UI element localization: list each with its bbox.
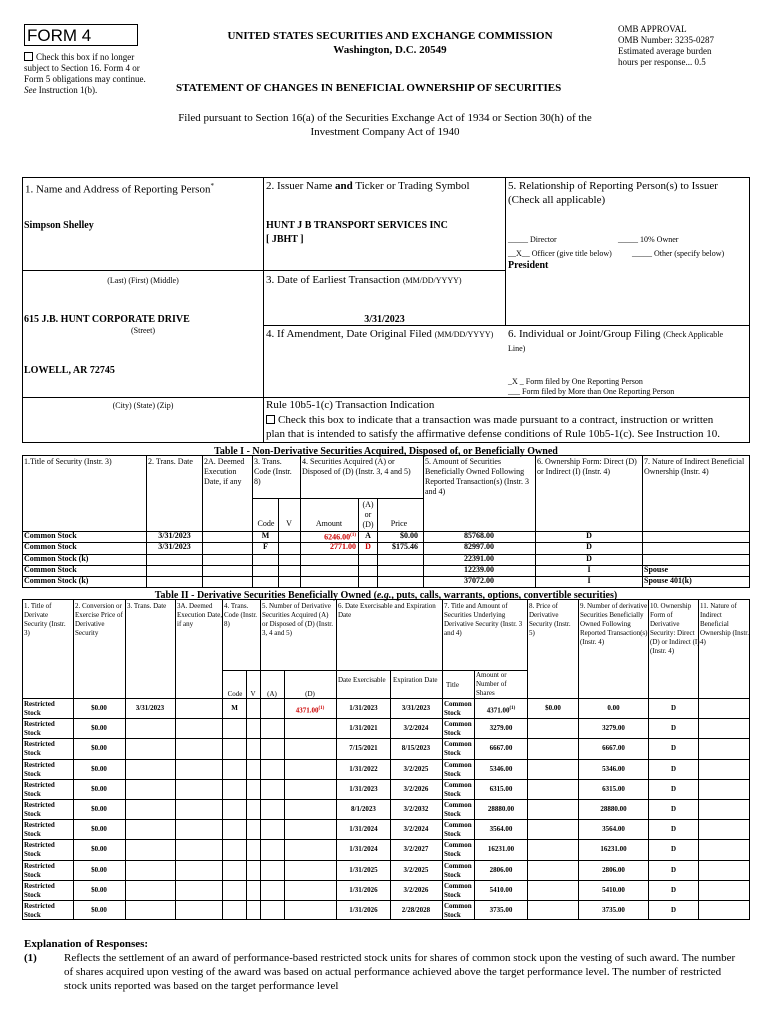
name-caption: (Last) (First) (Middle) [107,276,179,285]
t2-row-conversion: $0.00 [91,825,107,833]
t2-row-form: D [670,886,677,894]
t1-row-title: Common Stock (k) [24,576,89,585]
footnote-text: Reflects the settlement of an award of performance-based restricted stock units for shares of common stock upon the vesting of such award. The number of shares acquired upon vesting of the award was based on actual performance achieved above the target performance level. The number of restricted stock units reported was based on the target performance level [64,952,736,992]
t2-row-amount: 5346.00 [489,765,513,773]
t2-row-security: Restricted Stock [24,862,55,879]
t2-sub-amount: Amount or Number of Shares [476,671,507,697]
t2-row-security: Restricted Stock [24,801,55,818]
filed-pursuant-line1: Filed pursuant to Section 16(a) of the Securities Exchange Act of 1934 or Section 30(h) of the [178,112,592,124]
t2-row-exercisable: 1/31/2026 [349,906,378,914]
t2-row-price: $0.00 [545,704,561,712]
filed-by-more: ___ Form filed by More than One Reporting Person [508,387,675,396]
t1-row-title: Common Stock [24,542,77,551]
t1-h-deemed: 2A. Deemed Execution Date, if any [204,457,245,486]
t2-row-owned: 16231.00 [600,845,627,853]
t2-row-form: D [670,866,677,874]
t2-row-amount: 3564.00 [489,825,513,833]
director-option: _____ Director [508,235,557,244]
t2-row-form: D [670,845,677,853]
t2-row-conversion: $0.00 [91,724,107,732]
t2-row-form: D [670,805,677,813]
t2-row-title: Common Stock [444,902,472,919]
filed-by-one: _X _ Form filed by One Reporting Person [508,377,643,386]
t2-row-conversion: $0.00 [91,866,107,874]
row-divider [22,779,750,780]
t2-sub-d: (D) [305,690,315,698]
city-state-zip: LOWELL, AR 72745 [24,365,115,376]
t1-row-form: D [586,542,592,551]
row-divider [22,819,750,820]
t1-h-acquired: 4. Securities Acquired (A) or Disposed of (D) (Instr. 3, 4 and 5) [302,457,411,476]
t2-row-amount: 2806.00 [489,866,513,874]
omb-approval [618,24,758,68]
box6-label: 6. Individual or Joint/Group Filing (Check Applicable Line) [508,328,723,353]
t1-sub-v: V [286,519,292,528]
t2-row-title: Common Stock [444,821,472,838]
t2-row-security: Restricted Stock [24,902,55,919]
t2-row-expiration: 3/31/2023 [401,704,431,712]
t2-row-amount: 3279.00 [489,724,513,732]
other-option: _____ Other (specify below) [632,249,725,258]
t2-row-form: D [670,765,677,773]
t2-row-conversion: $0.00 [91,765,107,773]
street-address: 615 J.B. HUNT CORPORATE DRIVE [24,314,190,325]
t2-row-security: Restricted Stock [24,781,55,798]
row-divider [22,698,750,699]
section16-checkbox[interactable] [24,52,33,61]
instruction-ref: Instruction 1(b). [38,85,98,95]
t1-row-nature: Spouse [644,565,669,574]
t2-row-security: Restricted Stock [24,821,55,838]
explanation-heading: Explanation of Responses: [24,938,149,950]
t1-row-price: $0.00 [400,531,418,540]
t2-h-exercisable: 6. Date Exercisable and Expiration Date [338,602,436,619]
section16-checkbox-note [24,52,156,96]
t1-h-owned: 5. Amount of Securities Beneficially Owned Following Reported Transaction(s) (Instr. 3 and 4) [425,457,529,496]
t2-row-security: Restricted Stock [24,761,55,778]
issuer-name: HUNT J B TRANSPORT SERVICES INC [266,220,448,231]
omb-title: OMB APPROVAL [618,24,687,34]
t2-row-amount: 3735.00 [489,906,513,914]
t2-h-underlying: 7. Title and Amount of Securities Underlying Derivative Security (Instr. 3 and 4) [444,602,523,637]
t1-row-price: $175.46 [392,542,418,551]
agency-name: UNITED STATES SECURITIES AND EXCHANGE COMMISSION [227,30,553,42]
t2-h-deemed: 3A. Deemed Execution Date, if any [177,602,223,628]
t2-row-amount: 6667.00 [489,744,513,752]
t2-row-amount: 28880.00 [487,805,515,813]
t1-row-amount: 2771.00 [330,542,356,551]
box4-label: 4. If Amendment, Date Original Filed (MM/DD/YYYY) [266,328,494,340]
city-caption: (City) (State) (Zip) [112,401,174,410]
t1-row-owned: 22391.00 [464,554,494,563]
form-title: FORM 4 [27,26,92,45]
t1-row-title: Common Stock (k) [24,554,89,563]
row-divider [22,839,750,840]
omb-number: OMB Number: 3235-0287 [618,35,714,45]
t2-h-owned: 9. Number of derivative Securities Beneficially Owned Following Reported Transaction(s) (Instr. 4) [580,602,648,646]
t2-row-owned: 5346.00 [602,765,625,773]
t1-h-title: 1.Title of Security (Instr. 3) [24,457,112,466]
t1-row-title: Common Stock [24,531,77,540]
t1-row-owned: 12239.00 [464,565,494,574]
row-divider [22,738,750,739]
t2-row-title: Common Stock [444,781,472,798]
t2-row-expiration: 3/2/2025 [403,866,429,874]
t2-row-owned: 3564.00 [602,825,625,833]
t2-row-form: D [670,744,677,752]
t2-row-conversion: $0.00 [91,906,107,914]
ten-pct-owner-option: _____ 10% Owner [618,235,679,244]
t2-h-number: 5. Number of Derivative Securities Acquired (A) or Disposed of (D) (Instr. 3, 4 and 5) [262,602,333,637]
row-divider [22,880,750,881]
t2-row-title: Common Stock [444,700,472,717]
officer-title: President [508,260,549,271]
t2-row-expiration: 3/2/2027 [403,845,429,853]
t2-row-title: Common Stock [444,841,472,858]
form-title-box [24,24,138,46]
t1-row-owned: 82997.00 [464,542,494,551]
t2-sub-v: V [250,690,256,698]
t2-row-exercisable: 1/31/2023 [349,785,378,793]
t1-row-form: D [586,531,592,540]
footnote-ref: (1) [509,706,516,711]
t1-h-nature: 7. Nature of Indirect Beneficial Ownership (Instr. 4) [644,457,745,476]
t2-row-amount: 5410.00 [489,886,513,894]
box1-label: 1. Name and Address of Reporting Person* [25,182,214,196]
reporting-person-name: Simpson Shelley [24,220,94,231]
t2-row-date: 3/31/2023 [135,704,165,712]
t1-row-code: M [261,531,270,540]
t2-h-conv: 2. Conversion or Exercise Price of Derivative Security [75,602,123,637]
t1-row-form: I [587,565,591,574]
t2-sub-expiration: Expiration Date [393,676,438,684]
t1-h-code: 3. Trans. Code (Instr. 8) [254,457,292,486]
t1-row-amount: 6246.00$^{(1)}$ [324,532,356,542]
agency-city: Washington, D.C. 20549 [333,44,447,56]
t1-row-form: D [586,554,592,563]
officer-option: __X__ Officer (give title below) [508,249,612,258]
t1-row-aord: D [365,542,371,551]
t1-row-date: 3/31/2023 [158,531,191,540]
t2-row-exercisable: 1/31/2024 [349,845,378,853]
t2-h-form: 10. Ownership Form of Derivative Security: Direct (D) or Indirect (I) (Instr. 4) [650,602,700,655]
t2-row-owned: 0.00 [607,704,620,712]
t2-row-title: Common Stock [444,740,472,757]
t2-h-title: 1. Title of Derivate Security (Instr. 3) [24,602,66,637]
t2-row-expiration: 3/2/2026 [403,886,429,894]
t2-row-exercisable: 8/1/2023 [351,805,376,813]
footnote-ref: (1) [350,533,356,538]
t2-row-owned: 3279.00 [602,724,625,732]
t2-row-form: D [670,724,677,732]
t2-sub-code: Code [227,690,243,698]
t2-row-conversion: $0.00 [91,785,107,793]
t2-row-security: Restricted Stock [24,700,55,717]
t2-h-code: 4. Trans. Code (Instr. 8) [224,602,258,628]
t1-row-date: 3/31/2023 [158,542,191,551]
t2-row-owned: 6315.00 [602,785,625,793]
t2-row-exercisable: 1/31/2022 [349,765,378,773]
t2-row-exercisable: 1/31/2023 [349,704,378,712]
t2-sub-a: (A) [267,690,277,698]
t1-row-owned: 85768.00 [464,531,494,540]
t2-row-conversion: $0.00 [91,744,107,752]
t2-row-exercisable: 1/31/2021 [349,724,378,732]
box2-label: 2. Issuer Name and Ticker or Trading Symbol [266,180,470,192]
t2-row-security: Restricted Stock [24,720,55,737]
t1-row-owned: 37072.00 [464,576,494,585]
t2-row-form: D [670,825,677,833]
t2-row-security: Restricted Stock [24,882,55,899]
t2-row-owned: 28880.00 [600,805,627,813]
t2-row-owned: 5410.00 [602,886,625,894]
rule-10b5-checkbox[interactable] [266,415,275,424]
t2-h-nature: 11. Nature of Indirect Beneficial Ownership (Instr. 4) [700,602,749,646]
t2-sub-exercisable: Date Exercisable [338,676,386,684]
t2-row-conversion: $0.00 [91,805,107,813]
t2-row-expiration: 3/2/2024 [403,825,429,833]
t1-row-form: I [587,576,591,585]
footnote-number: (1) [24,952,37,964]
t1-row-nature: Spouse 401(k) [644,576,692,585]
t2-row-conversion: $0.00 [91,845,107,853]
row-divider [22,718,750,719]
t2-h-date: 3. Trans. Date [127,602,167,610]
t1-sub-code: Code [257,519,275,528]
t2-row-exercisable: 1/31/2024 [349,825,378,833]
t2-row-security: Restricted Stock [24,841,55,858]
t1-row-code: F [263,542,268,551]
box3-label: 3. Date of Earliest Transaction (MM/DD/YYYY) [266,274,462,286]
ticker-symbol: [ JBHT ] [266,234,304,245]
t2-row-amount: 4371.00$^{(1)}$ [486,706,516,715]
rule-text-line1: Check this box to indicate that a transaction was made pursuant to a contract, instruction or written [278,414,714,426]
t2-row-exercisable: 1/31/2025 [349,866,378,874]
t2-row-owned: 2806.00 [602,866,625,874]
t2-row-owned: 3735.00 [602,906,625,914]
table1-title: Table I - Non-Derivative Securities Acquired, Disposed of, or Beneficially Owned [214,446,558,457]
t2-row-conversion: $0.00 [91,886,107,894]
footnote-ref: (1) [318,706,325,711]
t1-row-title: Common Stock [24,565,77,574]
t1-row-aord: A [365,531,371,540]
t2-row-form: D [670,704,677,712]
t2-row-amount: 16231.00 [487,845,515,853]
t2-row-exercisable: 1/31/2026 [349,886,378,894]
t2-row-title: Common Stock [444,720,472,737]
t2-h-price: 8. Price of Derivative Security (Instr. 5) [529,602,571,637]
earliest-transaction-date: 3/31/2023 [364,314,405,325]
t1-sub-amount: Amount [315,519,343,528]
row-divider [22,900,750,901]
t1-sub-price: Price [390,519,408,528]
t2-row-expiration: 2/28/2028 [401,906,431,914]
t2-row-security: Restricted Stock [24,740,55,757]
t1-sub-aord: (A) or (D) [362,500,374,529]
rule-text [266,413,750,441]
omb-burden: Estimated average burden [618,46,712,56]
t2-sub-title: Title [446,681,459,689]
rule-text-line2: plan that is intended to satisfy the affirmative defense conditions of Rule 10b5-1(c). See Instruction 10. [266,428,721,440]
t2-row-owned: 6667.00 [602,744,625,752]
section16-checkbox-text: Check this box if no longer subject to Section 16. Form 4 or Form 5 obligations may continue. [24,52,146,84]
box5-label: 5. Relationship of Reporting Person(s) to Issuer (Check all applicable) [508,180,718,206]
t2-row-form: D [670,785,677,793]
t2-row-expiration: 3/2/2026 [403,785,429,793]
t1-h-date: 2. Trans. Date [148,457,193,466]
t2-row-title: Common Stock [444,801,472,818]
filed-pursuant-line2: Investment Company Act of 1940 [310,126,460,138]
t2-row-expiration: 3/2/2025 [403,765,429,773]
street-caption: (Street) [131,326,155,335]
t2-row-expiration: 3/2/2024 [403,724,429,732]
t2-row-expiration: 8/15/2023 [401,744,431,752]
t2-row-disposed: 4371.00$^{(1)}$ [295,706,325,715]
row-divider [22,860,750,861]
row-divider [22,759,750,760]
t2-row-title: Common Stock [444,862,472,879]
t2-row-form: D [670,906,677,914]
omb-hours: hours per response... 0.5 [618,57,706,67]
rule-label: Rule 10b5-1(c) Transaction Indication [266,399,435,411]
see-text: See [24,85,37,95]
row-divider [22,799,750,800]
t2-row-expiration: 3/2/2032 [403,805,429,813]
t2-row-title: Common Stock [444,882,472,899]
table2-title: Table II - Derivative Securities Beneficially Owned (e.g., puts, calls, warrants, options, convertible securities) [154,590,618,601]
t2-row-amount: 6315.00 [489,785,513,793]
t2-row-exercisable: 7/15/2021 [349,744,378,752]
t2-row-code: M [231,704,238,712]
t2-row-title: Common Stock [444,761,472,778]
t1-h-form: 6. Ownership Form: Direct (D) or Indirect (I) (Instr. 4) [537,457,637,476]
statement-title: STATEMENT OF CHANGES IN BENEFICIAL OWNERSHIP OF SECURITIES [176,82,562,94]
t2-row-conversion: $0.00 [91,704,107,712]
